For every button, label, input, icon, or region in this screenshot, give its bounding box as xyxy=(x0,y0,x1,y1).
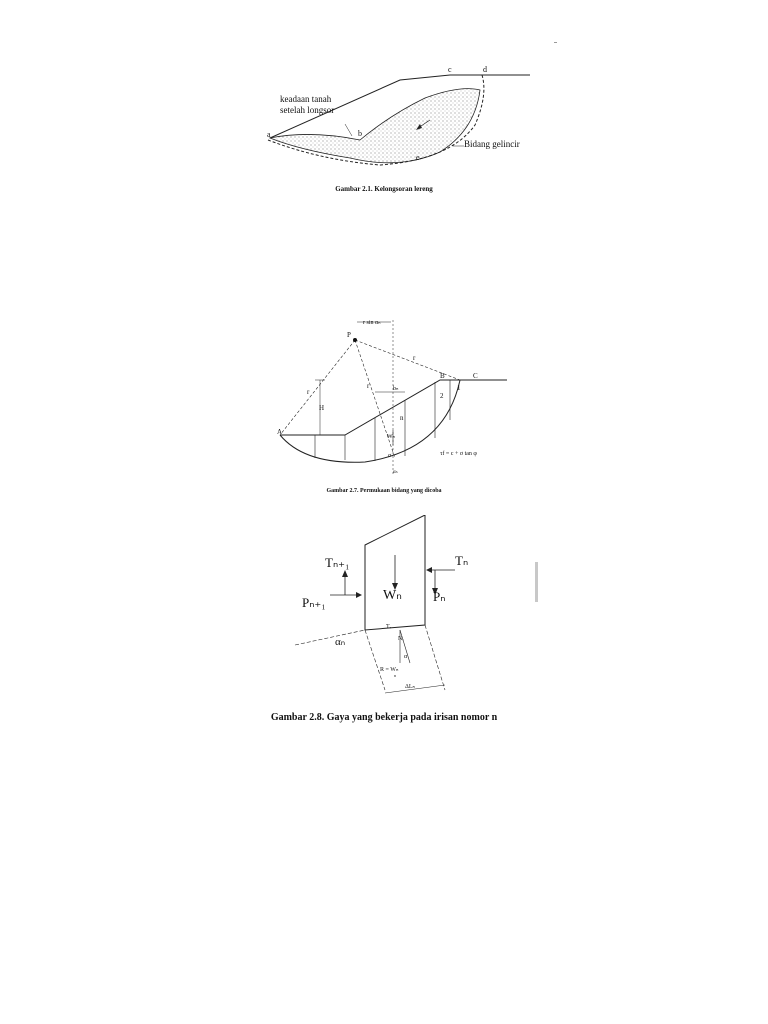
fig1-text-keadaan: keadaan tanah xyxy=(280,94,332,104)
fig2-label-B: B xyxy=(440,372,445,380)
fig2-label-H: H xyxy=(319,404,325,412)
caption-figure-2-1: Gambar 2.1. Kelongsoran lereng xyxy=(335,185,433,193)
fig3-P-n1: Pₙ₊₁ xyxy=(302,595,326,610)
fig3-n-small: n xyxy=(394,673,396,678)
fig1-label-d: d xyxy=(483,65,487,74)
fig3-R-Wn: R = Wₙ xyxy=(380,667,399,673)
fig1-text-bidang: Bidang gelincir xyxy=(464,139,520,149)
fig2-label-A: A xyxy=(277,428,283,436)
figure-trial-surface xyxy=(275,310,515,490)
fig2-r-sin: r sin αₙ xyxy=(363,320,381,326)
fig2-label-P: P xyxy=(347,331,351,339)
scroll-indicator[interactable] xyxy=(535,562,538,602)
fig3-dL: ΔLₙ xyxy=(405,684,415,690)
fig2-label-sigma: σ xyxy=(388,453,392,459)
fig2-label-alpha: αₙ xyxy=(393,470,398,475)
caption-figure-2-7: Gambar 2.7. Permukaan bidang yang dicoba xyxy=(326,488,442,494)
fig2-label-C: C xyxy=(473,372,478,380)
fig3-alpha-n: αₙ xyxy=(335,636,346,648)
fig2-label-Wn: Wₙ xyxy=(387,434,396,440)
fig3-T-n1: Tₙ₊₁ xyxy=(325,555,350,570)
fig1-label-a: a xyxy=(267,130,271,139)
fig2-label-r3: r xyxy=(413,354,416,362)
fig1-label-b: b xyxy=(358,129,362,138)
figure-slice-forces xyxy=(290,515,515,705)
fig2-label-2: 2 xyxy=(440,392,444,400)
fig1-label-c: c xyxy=(448,65,452,74)
fig1-label-e: e xyxy=(416,153,420,162)
fig1-text-setelah: setelah longsor xyxy=(280,105,335,115)
fig2-label-1: 1 xyxy=(457,384,461,392)
fig3-T-r: Tᵣ xyxy=(386,624,392,630)
fig3-P-n: Pₙ xyxy=(433,589,446,604)
fig2-label-bn: bₙ xyxy=(393,386,399,392)
corner-dash xyxy=(554,42,557,43)
caption-figure-2-8: Gambar 2.8. Gaya yang bekerja pada irisan nomor n xyxy=(270,712,498,723)
fig2-label-n: n xyxy=(400,414,404,422)
fig3-W-n: Wₙ xyxy=(383,588,402,603)
fig2-label-r1: r xyxy=(307,388,310,396)
fig3-alpha: α xyxy=(404,654,408,660)
fig3-T-n: Tₙ xyxy=(455,553,469,568)
figure-slope-failure xyxy=(250,60,540,185)
fig3-N-r: Nᵣ xyxy=(398,636,404,642)
fig2-label-r2: r xyxy=(367,382,370,390)
fig2-label-tau: τf = c + σ tan φ xyxy=(440,451,477,457)
